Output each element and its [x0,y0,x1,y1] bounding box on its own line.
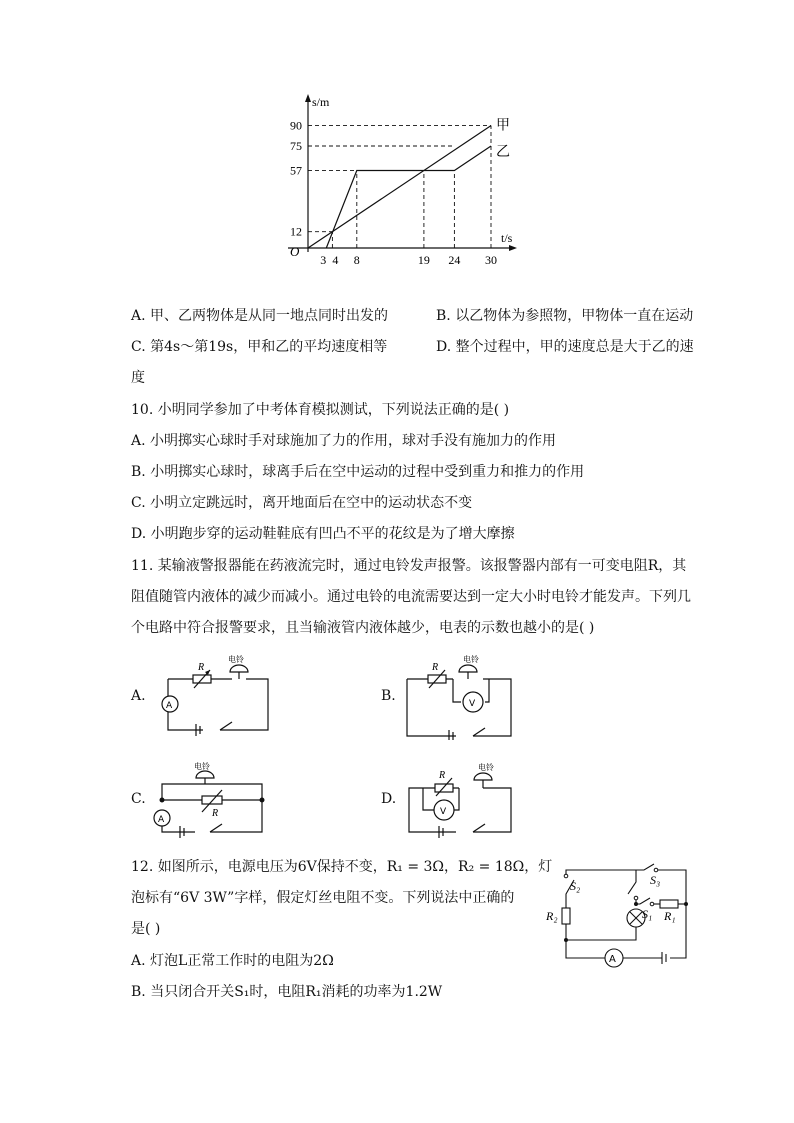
series-line-甲 [308,126,491,248]
q12-r1-label: R₁ [664,909,676,923]
x-axis-arrow [509,245,517,251]
q12-r2-label: R₂ [546,909,558,923]
q10-option-b: B. 小明掷实心球时，球离手后在空中运动的过程中受到重力和推力的作用 [131,464,585,480]
circuit-a-bell-label: 电铃 [228,655,244,664]
circuit-b-r-label: R [432,662,439,673]
q12-stem-line2: 泡标有“6V 3W”字样，假定灯丝电阻不变。下列说法中正确的 [131,890,515,906]
x-tick-4: 4 [332,253,339,267]
q12-stem-line3: 是( ) [131,921,161,937]
q11-stem-line2: 阻值随管内液体的减少而减小。通过电铃的电流需要达到一定大小时电铃才能发声。下列几 [131,589,691,605]
x-tick-19: 19 [417,253,430,267]
x-tick-8: 8 [353,253,360,267]
q9-option-d-cont: 度 [131,370,145,386]
q9-option-c: C. 第4s～第19s，甲和乙的平均速度相等 [131,339,388,355]
circuit-b-bell-label: 电铃 [463,655,479,664]
y-tick-12: 12 [290,224,302,239]
x-tick-3: 3 [320,253,327,267]
circuit-a-ammeter-label: A [166,701,173,711]
circuit-c-r-label: R [212,808,219,819]
circuit-d-bell-label: 电铃 [478,763,494,772]
circuit-c [150,760,275,840]
q11-label-d: D. [381,791,397,807]
q12-s3-label: S₃ [650,873,661,887]
circuit-d [403,760,523,840]
q11-stem-line3: 个电路中符合报警要求，且当输液管内液体越少，电表的示数也越小的是( ) [131,620,595,636]
q12-s2-label: S₂ [570,879,581,893]
q12-ammeter-label: A [609,954,616,965]
circuit-b [403,652,523,740]
q11-label-c: C. [131,791,146,807]
circuit-c-ammeter-label: A [158,815,165,825]
q10-option-d: D. 小明跑步穿的运动鞋鞋底有凹凸不平的花纹是为了增大摩擦 [131,526,515,542]
circuit-d-voltmeter-label: V [440,807,447,817]
x-axis-label: t/s [501,231,513,245]
circuit-a [150,652,275,740]
q9-option-d: D. 整个过程中，甲的速度总是大于乙的速 [436,339,694,355]
series-line-乙 [326,146,491,248]
q12-option-b: B. 当只闭合开关S₁时，电阻R₁消耗的功率为1.2W [131,984,443,1000]
x-tick-30: 30 [485,253,497,267]
q11-label-a: A. [131,688,146,704]
q9-option-a: A. 甲、乙两物体是从同一地点同时出发的 [131,308,389,324]
q12-s1-label-visible: S₁ [642,907,653,921]
series-label-乙: 乙 [496,145,510,160]
q12-circuit [544,858,694,970]
distance-time-chart [260,90,540,275]
q11-label-b: B. [381,688,396,704]
q12-option-a: A. 灯泡L正常工作时的电阻为2Ω [131,953,334,969]
q12-stem-line1: 12. 如图所示，电源电压为6V保持不变，R₁ = 3Ω，R₂ = 18Ω，灯 [131,859,553,875]
y-tick-75: 75 [290,139,302,153]
circuit-b-voltmeter-label: V [469,699,476,709]
q10-stem: 10. 小明同学参加了中考体育模拟测试，下列说法正确的是( ) [131,402,510,418]
x-tick-24: 24 [448,253,461,267]
origin-label: O [290,244,300,259]
q9-option-b: B. 以乙物体为参照物，甲物体一直在运动 [436,308,694,324]
series-label-甲: 甲 [496,118,510,134]
y-tick-57: 57 [290,163,302,178]
circuit-d-r-label: R [439,770,446,781]
y-axis-arrow [305,94,311,102]
q10-option-a: A. 小明掷实心球时手对球施加了力的作用，球对手没有施加力的作用 [131,433,557,449]
circuit-a-r-label: R [198,662,205,673]
q11-stem-line1: 11. 某输液警报器能在药液流完时，通过电铃发声报警。该报警器内部有一可变电阻R，其 [131,558,687,574]
q10-option-c: C. 小明立定跳远时，离开地面后在空中的运动状态不变 [131,495,473,511]
y-axis-label: s/m [312,95,330,109]
y-tick-90: 90 [290,118,302,133]
circuit-c-bell-label: 电铃 [194,762,210,771]
